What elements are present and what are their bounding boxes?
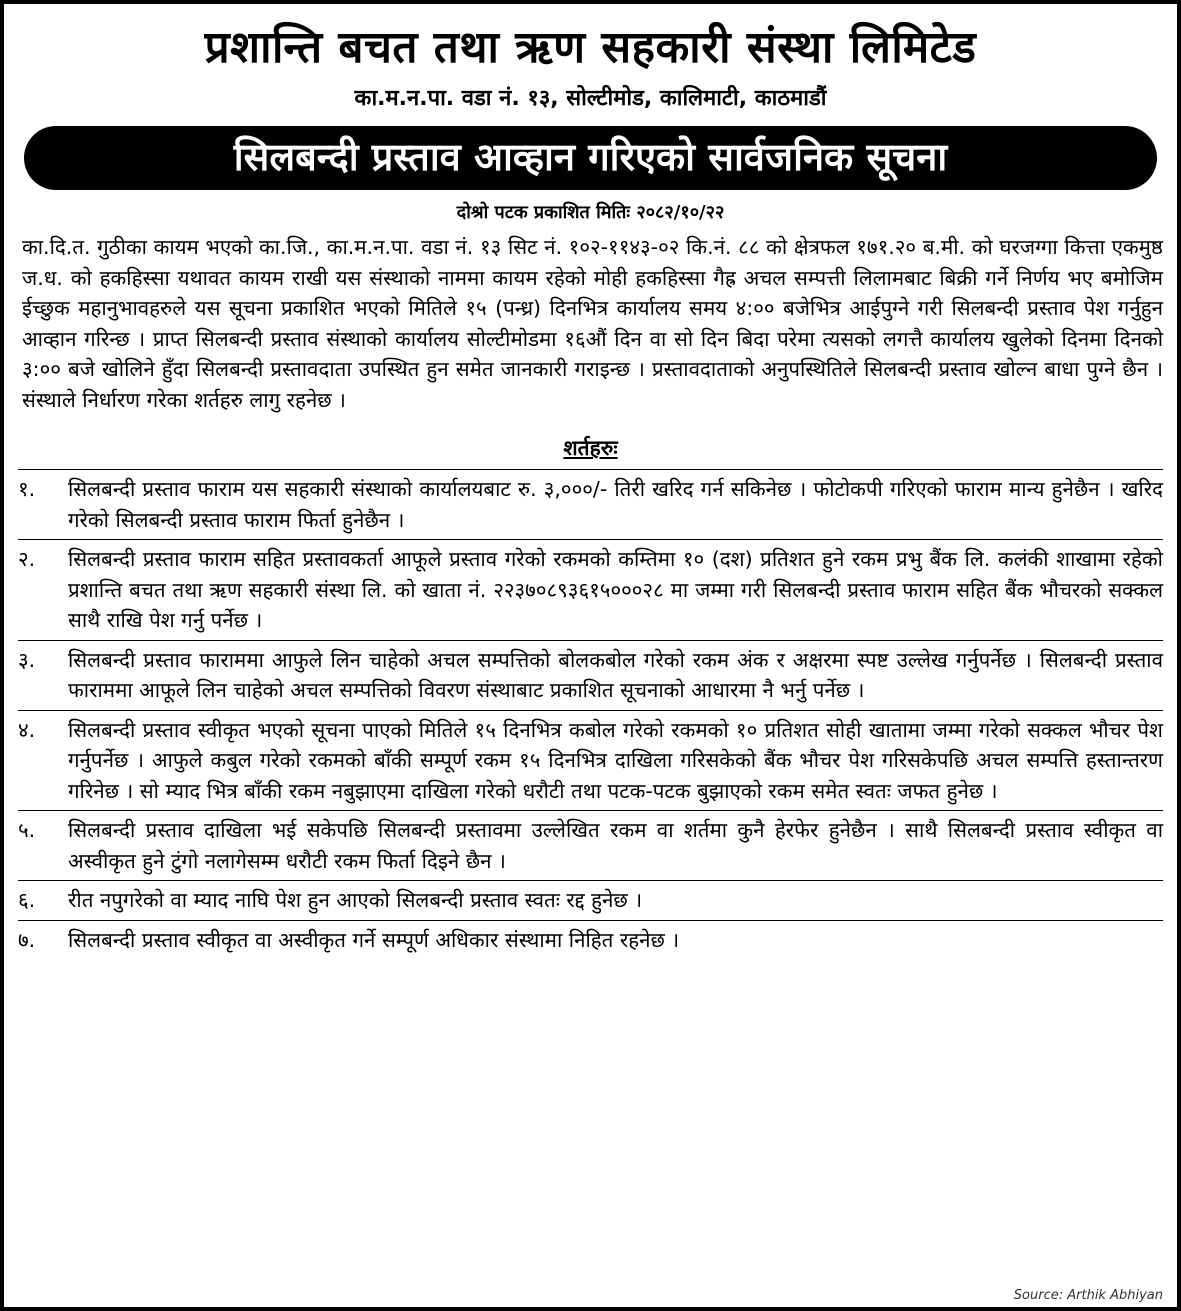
terms-list <box>18 469 1163 959</box>
term-number: ३. <box>18 647 36 672</box>
term-text: रीत नपुगरेको वा म्याद नाघि पेश हुन आएको सिलबन्दी प्रस्ताव स्वतः रद्द हुनेछ । <box>68 888 643 912</box>
organization-name: प्रशान्ति बचत तथा ऋण सहकारी संस्था लिमिटेड <box>204 22 977 73</box>
term-number: ६. <box>18 888 36 912</box>
term-text: सिलबन्दी प्रस्ताव स्वीकृत वा अस्वीकृत गर्ने सम्पूर्ण अधिकार संस्थामा निहित रहनेछ । <box>68 927 680 952</box>
organization-address: का.म.न.पा. वडा नं. १३, सोल्टीमोड, कालिमाटी, काठमाडौं <box>354 86 827 111</box>
term-text: सिलबन्दी प्रस्ताव फाराम यस सहकारी संस्थाको कार्यालयबाट रु. ३,०००/- तिरी खरिद गर्न सकिनेछ । फोटोकपी गरिएको फाराम मान्य हुनेछैन । खरिद गरेको सिलबन्दी प्रस्ताव फाराम फिर्ता हुनेछैन । <box>68 477 1163 532</box>
publish-date: दोश्रो पटक प्रकाशित मितिः २०८२/१०/२२ <box>456 202 725 223</box>
term-item <box>18 539 1163 640</box>
term-item <box>18 640 1163 710</box>
term-number: ५. <box>18 818 36 842</box>
term-number: ७. <box>18 927 36 952</box>
term-text: सिलबन्दी प्रस्ताव फाराम सहित प्रस्तावकर्ता आफूले प्रस्ताव गरेको रकमको कम्तिमा १० (दश) प्रतिशत हुने रकम प्रभु बैंक लि. कलंकी शाखामा रहेको प्रशान्ति बचत तथा ऋण सहकारी संस्था लि. को खाता नं. २२३७०८९३६१५०००२८ मा जम्मा गरी सिलबन्दी प्रस्ताव फाराम सहित बैंक भौचरको सक्कल साथै राखि पेश गर्नु पर्नेछ । <box>68 547 1163 632</box>
term-text: सिलबन्दी प्रस्ताव फाराममा आफुले लिन चाहेको अचल सम्पत्तिको बोलकबोल गरेको रकम अंक र अक्षरमा स्पष्ट उल्लेख गर्नुपर्नेछ । सिलबन्दी प्रस्ताव फाराममा आफूले लिन चाहेको अचल सम्पत्तिको विवरण संस्थाबाट प्रकाशित सूचनाको आधारमा नै भर्नु पर्नेछ । <box>68 647 1163 702</box>
notice-title-banner: सिलबन्दी प्रस्ताव आव्हान गरिएको सार्वजनिक सूचना <box>24 126 1157 190</box>
term-item <box>18 710 1163 811</box>
term-number: २. <box>18 547 36 571</box>
term-item <box>18 810 1163 880</box>
conditions-heading: शर्तहरुः <box>563 436 618 460</box>
intro-paragraph: का.दि.त. गुठीका कायम भएको का.जि., का.म.न.पा. वडा नं. १३ सिट नं. १०२-११४३-०२ कि.नं. ८८ को क्षेत्रफल १७१.२० ब.मी. को घरजग्गा कित्ता एकमुष्ठ ज.ध. को हकहिस्सा यथावत कायम राखी यस संस्थाको नाममा कायम रहेको मोही हकहिस्सा गैह्र अचल सम्पत्ती लिलामबाट बिक्री गर्ने निर्णय भए बमोजिम ईच्छुक महानुभावहरुले यस सूचना प्रकाशित भएको मितिले १५ (पन्ध्र) दिनभित्र कार्यालय समय ४:०० बजेभित्र आईपुग्ने गरी सिलबन्दी प्रस्ताव पेश गर्नुहुन आव्हान गरिन्छ । प्राप्त सिलबन्दी प्रस्ताव संस्थाको कार्यालय सोल्टीमोडमा १६औं दिन वा सो दिन बिदा परेमा त्यसको लगत्तै कार्यालय खुलेको दिनमा दिनको ३:०० बजे खोलिने हुँदा सिलबन्दी प्रस्तावदाता उपस्थित हुन समेत जानकारी गराइन्छ । प्रस्तावदाताको अनुपस्थितिले सिलबन्दी प्रस्ताव खोल्न बाधा पुग्ने छैन । संस्थाले निर्धारण गरेका शर्तहरु लागु रहनेछ । <box>22 235 1163 412</box>
term-number: ४. <box>18 717 36 742</box>
term-item <box>18 920 1163 960</box>
term-text: सिलबन्दी प्रस्ताव दाखिला भई सकेपछि सिलबन्दी प्रस्तावमा उल्लेखित रकम वा शर्तमा कुनै हेरफेर हुनेछैन । साथै सिलबन्दी प्रस्ताव स्वीकृत वा अस्वीकृत हुने टुंगो नलागेसम्म धरौटी रकम फिर्ता दिइने छैन । <box>68 818 1163 873</box>
source-credit: Source: Arthik Abhiyan <box>1013 1288 1163 1303</box>
term-text: सिलबन्दी प्रस्ताव स्वीकृत भएको सूचना पाएको मितिले १५ दिनभित्र कबोल गरेको रकमको १० प्रतिशत सोही खातामा जम्मा गरेको सक्कल भौचर पेश गर्नुपर्नेछ । आफुले कबुल गरेको रकमको बाँकी सम्पूर्ण रकम १५ दिनभित्र दाखिला गरिसकेको बैंक भौचर पेश गरिसकेपछि अचल सम्पत्ति हस्तान्तरण गरिनेछ । सो म्याद भित्र बाँकी रकम नबुझाएमा दाखिला गरेको धरौटी तथा पटक-पटक बुझाएको रकम समेत स्वतः जफत हुनेछ । <box>68 717 1163 803</box>
term-item <box>18 469 1163 539</box>
term-number: १. <box>18 477 36 501</box>
term-item <box>18 880 1163 920</box>
